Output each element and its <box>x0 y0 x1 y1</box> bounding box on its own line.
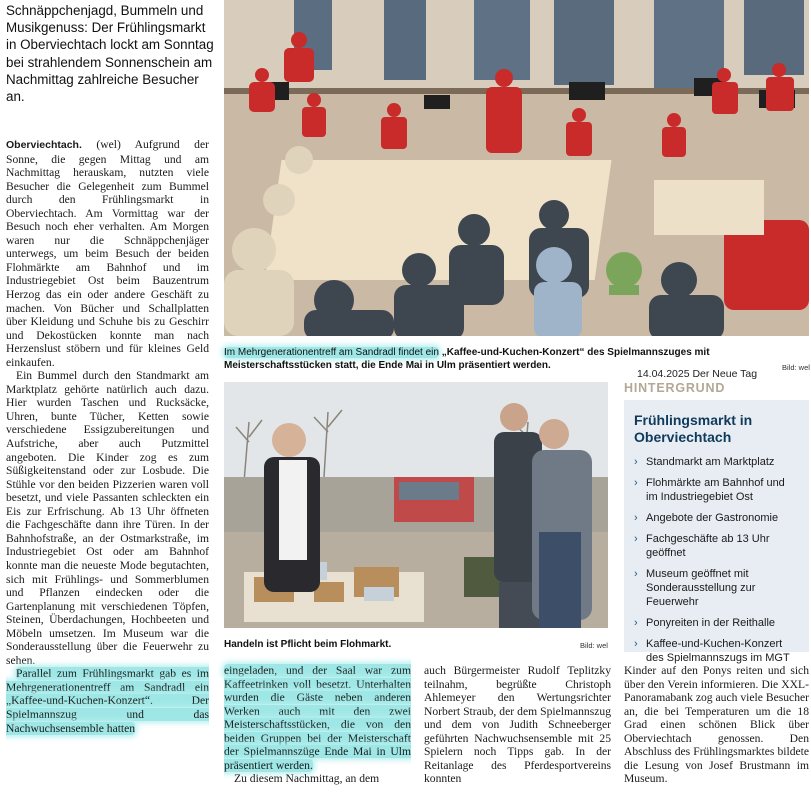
info-box-item-text: Angebote der Gastronomie <box>646 512 779 524</box>
article-paragraph-1 <box>6 138 209 369</box>
info-box-item <box>634 567 799 609</box>
highlighted-text: Parallel zum Frühlingsmarkt gab es im Mehrgenerationentreff am Sandradl ein „Kaffee-und-Kuchen-Konzert“. Der Spielmannszug und das Nachwuchsensemble hatten <box>6 667 209 735</box>
article-column-2 <box>224 664 411 786</box>
chevron-right-icon: › <box>634 617 638 629</box>
fleamarket-photo-credit: Bild: wel <box>580 641 608 650</box>
column-3-paragraph: auch Bürgermeister Rudolf Teplitzky teilnahm, begrüßte Christoph Ahlemeyer den Wertungsrichter Norbert Straub, der dem Spielmannszug und dem von Judith Schneeberger geführten Nachwuchsensemble mit 25 Spielern noch Tipps gab. In der Reitanlage des Pferdesportvereins konnten <box>424 664 611 786</box>
info-box-item <box>634 637 799 665</box>
info-box-item-text: Flohmärkte am Bahnhof und im Industriegebiet Ost <box>646 477 785 503</box>
highlighted-text: eingeladen, und der Saal war zum Kaffeetrinken voll besetzt. Unterhalten wurden die Gäste neben anderen Werken auch mit den zwei Meisterschaftsstücken, die von den beiden Gruppen bei der Meisterschaft der Spielmannszüge Ende Mai in Ulm präsentiert werden. <box>224 664 411 772</box>
info-box-item-text: Ponyreiten in der Reithalle <box>646 617 776 629</box>
article-paragraph-3 <box>6 667 209 735</box>
dateline-place: Oberviechtach. <box>6 139 82 151</box>
caption-highlighted-text: Im Mehrgenerationentreff am Sandradl findet ein <box>224 347 439 358</box>
chevron-right-icon: › <box>634 477 638 489</box>
chevron-right-icon: › <box>634 512 638 524</box>
info-box-item <box>634 616 799 630</box>
chevron-right-icon: › <box>634 638 638 650</box>
chevron-right-icon: › <box>634 568 638 580</box>
info-box-title: Frühlingsmarkt in Oberviechtach <box>634 412 753 445</box>
fleamarket-photo <box>224 382 608 628</box>
info-box-item <box>634 511 799 525</box>
column-4-paragraph: Kinder auf den Ponys reiten und sich über den Verein informieren. Die XXL-Panoramabank zog auch viele Besucher an, die bei Temperaturen um die 18 Grad einen schönen Blick über Oberviechtach genossen. Den Abschluss des Frühlingsmarktes bildete die Lesung von Josef Brustmann im Museum. <box>624 664 809 786</box>
article-column-1 <box>6 138 209 735</box>
fleamarket-photo-caption <box>224 638 544 651</box>
paragraph-1-text: (wel) Aufgrund der Sonne, die gegen Mittag und am Nachmittag herauskam, nutzten viele Besucher die Gelegenheit zum Bummel durch den Frühlingsmarkt in Oberviechtach. Am Vormittag war der Besuch noch eher verhalten. Am Morgen waren nur die Schnäppchenjäger unterwegs, um beim Besuch der beiden Flohmärkte am Bahnhof und im Industriegebiet Ost beim Bauzentrum Herzog das ein oder andere Geschäft zu machen. Von Bücher und Schallplatten über Kleidung und Schuhe bis zu Geschirr und Dekostücken konnte man nach Herzenslust stöbern und für kleines Geld einkaufen. <box>6 138 209 369</box>
fleamarket-photo-image <box>224 382 608 628</box>
concert-photo-credit: Bild: wel <box>782 363 810 372</box>
section-label: HINTERGRUND <box>624 381 726 395</box>
concert-photo-image <box>224 0 809 336</box>
info-box-list <box>634 455 799 665</box>
info-box-item <box>634 532 799 560</box>
info-box-item-text: Museum geöffnet mit Sonderausstellung zur Feuerwehr <box>646 568 756 608</box>
column-2-paragraph-1 <box>224 664 411 772</box>
publication-date: 14.04.2025 Der Neue Tag <box>637 368 758 380</box>
concert-photo <box>224 0 809 336</box>
info-box-item-text: Fachgeschäfte ab 13 Uhr geöffnet <box>646 533 770 559</box>
column-2-paragraph-2: Zu diesem Nachmittag, an dem <box>234 772 380 786</box>
chevron-right-icon: › <box>634 533 638 545</box>
info-box-item <box>634 455 799 469</box>
fleamarket-caption-text: Handeln ist Pflicht beim Flohmarkt. <box>224 639 392 650</box>
chevron-right-icon: › <box>634 456 638 468</box>
caption-bold-text: „Kaffee-und-Kuchen-Konzert“ des Spielmannszuges mit Meisterschaftsstücken statt, die Ende Mai in Ulm präsentiert werden. <box>224 347 710 371</box>
article-column-3 <box>424 664 611 786</box>
article-lead: Schnäppchenjagd, Bummeln und Musikgenuss: Der Frühlingsmarkt in Oberviechtach lockt am Sonntag bei strahlendem Sonnenschein am Nachmittag zahlreiche Besucher an. <box>6 3 214 105</box>
info-box-item <box>634 476 799 504</box>
background-info-box <box>624 400 809 664</box>
article-paragraph-2: Ein Bummel durch den Standmarkt am Marktplatz gehörte natürlich auch dazu. Hier wurden Taschen und Rucksäcke, Uhren, bunte Tücher, Ketten sowie verschiedene Essigzubereitungen und Aufstriche, aber auch Putzmittel angeboten. Die Kinder zog es zum Süßigkeitenstand oder zur Losbude. Die Stühle vor den beiden Pizzerien waren voll besetzt, und viele Passanten schleckten ein Eis zur Erfrischung. Ab 13 Uhr öffneten die Fachgeschäfte dann ihre Türen. In der Bahnhofstraße, an der Ostmarkstraße, im Industriegebiet Ost oder am Bahnhof konnte man die neueste Mode begutachten, sich mit Frühlings- und Sommerblumen und Pflanzen eindecken oder die Gartenplanung mit verschiedenen Töpfen, Steinen, Überdachungen, Hochbeeten und Möbeln umsetzen. Im Museum war die Sonderausstellung über die Feuerwehr zu sehen. <box>6 369 209 667</box>
info-box-item-text: Kaffee-und-Kuchen-Konzert des Spielmannszugs im MGT <box>646 638 790 664</box>
info-box-item-text: Standmarkt am Marktplatz <box>646 456 775 468</box>
article-column-4 <box>624 664 809 786</box>
